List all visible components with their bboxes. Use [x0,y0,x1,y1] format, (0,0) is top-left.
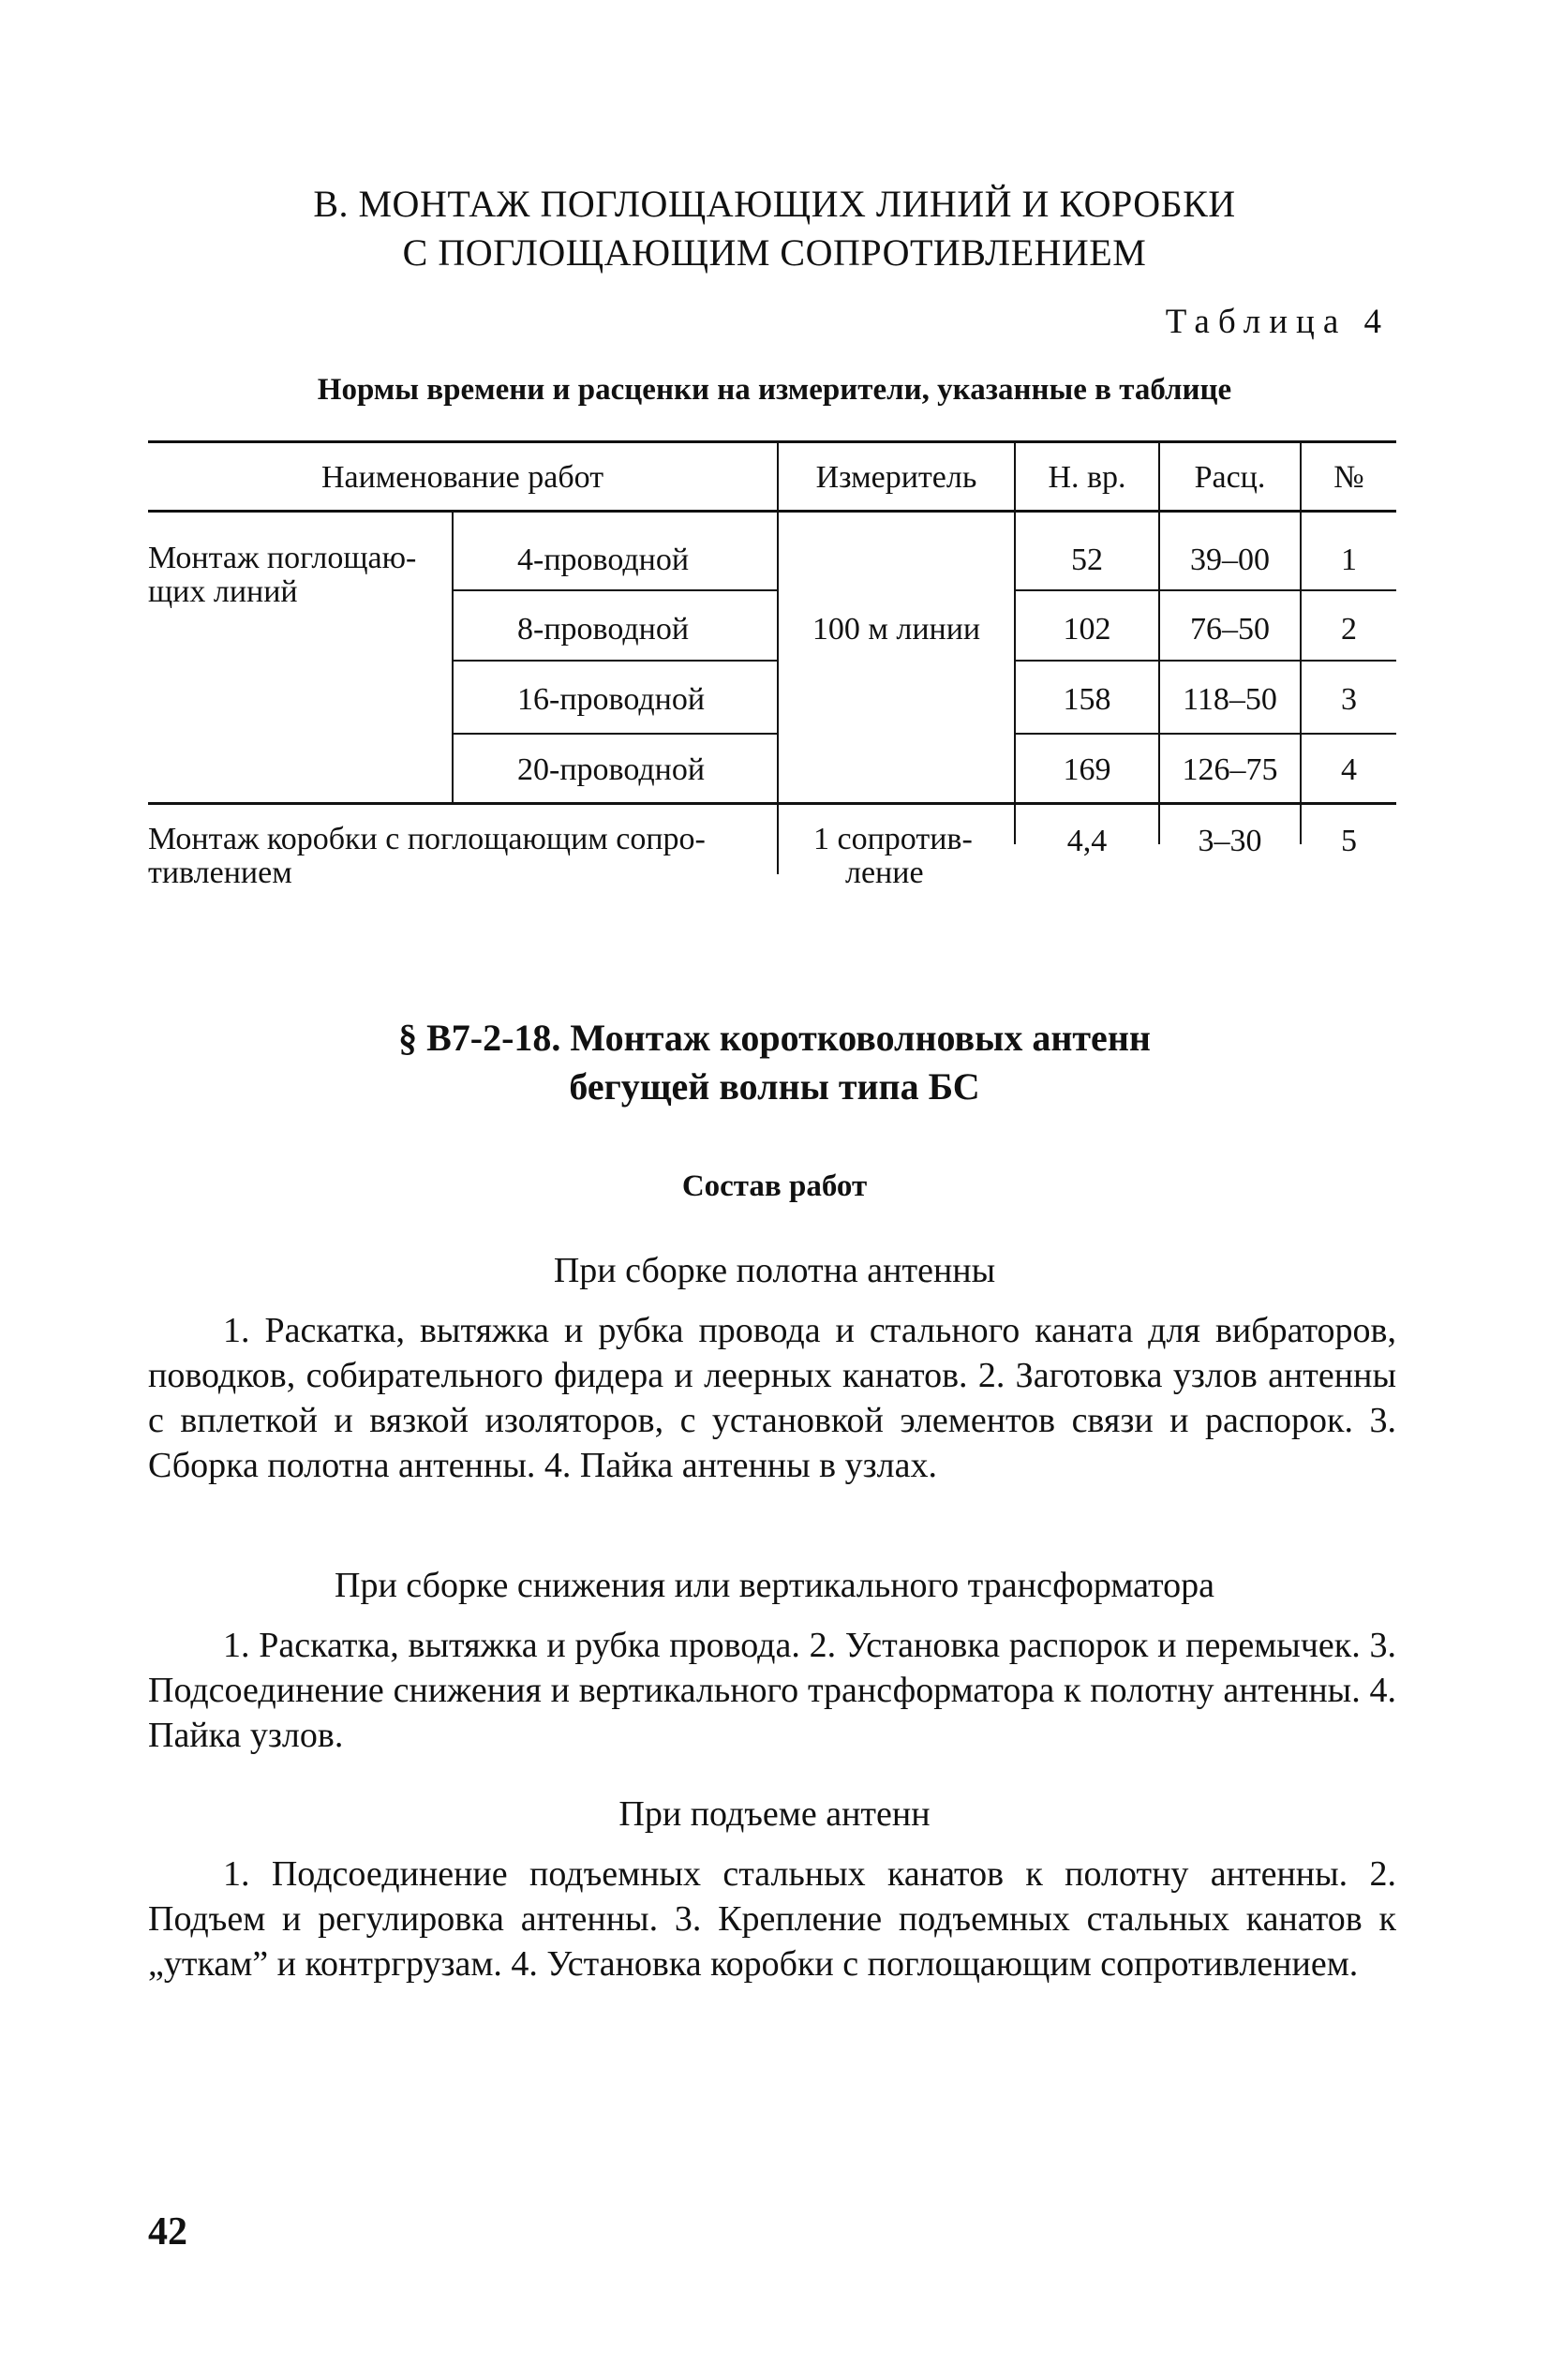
page-number: 42 [148,2210,187,2254]
row-1-rate: 39–00 [1190,543,1270,577]
subheading-1: При сборке полотна антенны [553,1251,996,1290]
col-rule-variant [452,513,454,802]
group-name [148,542,448,609]
header-rate: Расц. [1194,460,1266,495]
body-text-1: 1. Раскатка, вытяжка и рубка провода и стального каната для вибраторов, поводков, собирательного фидера и леерных канатов. 2. Заготовка узлов антенны с вплеткой и вязкой изоляторов, с установкой элементов связи и распорок. 3. Сборка полотна антенны. 4. Пайка антенны в узлах. [148,1311,1396,1485]
row-5-unit-line2: ление [845,855,924,890]
row-rule-1b [1014,589,1396,591]
body-text-3: 1. Подсоединение подъемных стальных канатов к полотну антенны. 2. Подъем и регулировка антенны. 3. Крепление подъемных стальных канатов к „уткам” и контргрузам. 4. Установка коробки с поглощающим сопротивлением. [148,1854,1396,1984]
row-5-name-line1: Монтаж коробки с поглощающим сопро- [148,822,706,856]
body-text-2: 1. Раскатка, вытяжка и рубка провода. 2. Установка распорок и перемычек. 3. Подсоединение снижения и вертикального трансформатора к полотну антенны. 4. Пайка узлов. [148,1626,1396,1755]
table-header-rule [148,510,1396,513]
row-rule-3 [452,733,778,735]
table-caption: Нормы времени и расценки на измерители, указанные в таблице [317,373,1232,407]
row-2-variant: 8-проводной [517,612,690,647]
group-name-line1: Монтаж поглощаю- [148,541,417,575]
row-4-time: 169 [1063,752,1111,787]
row-3-time: 158 [1063,682,1111,717]
row-rule-3b [1014,733,1396,735]
row-5-rate: 3–30 [1198,824,1262,858]
header-unit: Измеритель [815,460,977,495]
table-top-rule [148,440,1396,443]
row-2-time: 102 [1063,612,1111,647]
header-time: Н. вр. [1048,460,1126,495]
row-5-name [148,823,776,890]
paragraph-title-line2: бегущей волны типа БС [569,1065,980,1108]
row-1-variant: 4-проводной [517,543,690,577]
row-3-no: 3 [1341,682,1357,717]
row-rule-4 [148,802,1396,805]
col-rule-unit [777,443,779,874]
row-2-no: 2 [1341,612,1357,647]
row-5-time: 4,4 [1066,824,1108,858]
header-no: № [1333,460,1364,495]
header-name: Наименование работ [320,460,604,495]
row-3-variant: 16-проводной [517,682,706,717]
composition-heading: Состав работ [681,1169,868,1203]
paragraph-title-line1: § В7-2-18. Монтаж коротковолновых антенн [398,1017,1151,1059]
subheading-3: При подъеме антенн [618,1794,931,1834]
paragraph-title [0,1014,1549,1111]
row-1-no: 1 [1341,543,1357,577]
section-title-line1: В. МОНТАЖ ПОГЛОЩАЮЩИХ ЛИНИЙ И КОРОБКИ [313,183,1236,225]
row-4-no: 4 [1341,752,1357,787]
row-5-name-line2: тивлением [148,855,292,890]
group-unit: 100 м линии [812,612,981,647]
row-3-rate: 118–50 [1183,682,1277,717]
section-title-line2: С ПОГЛОЩАЮЩИМ СОПРОТИВЛЕНИЕМ [402,231,1147,274]
row-5-no: 5 [1341,824,1357,858]
row-rule-2 [452,660,778,662]
norms-table [0,0,1549,937]
row-4-variant: 20-проводной [517,752,706,787]
row-2-rate: 76–50 [1190,612,1270,647]
row-5-unit [813,823,1012,890]
group-name-line2: щих линий [148,574,298,609]
table-label: Таблица 4 [1165,303,1390,341]
row-5-unit-line1: 1 сопротив- [813,822,973,856]
row-rule-2b [1014,660,1396,662]
row-1-time: 52 [1071,543,1103,577]
row-4-rate: 126–75 [1182,752,1278,787]
row-rule-1 [452,589,778,591]
subheading-2: При сборке снижения или вертикального трансформатора [335,1566,1214,1605]
